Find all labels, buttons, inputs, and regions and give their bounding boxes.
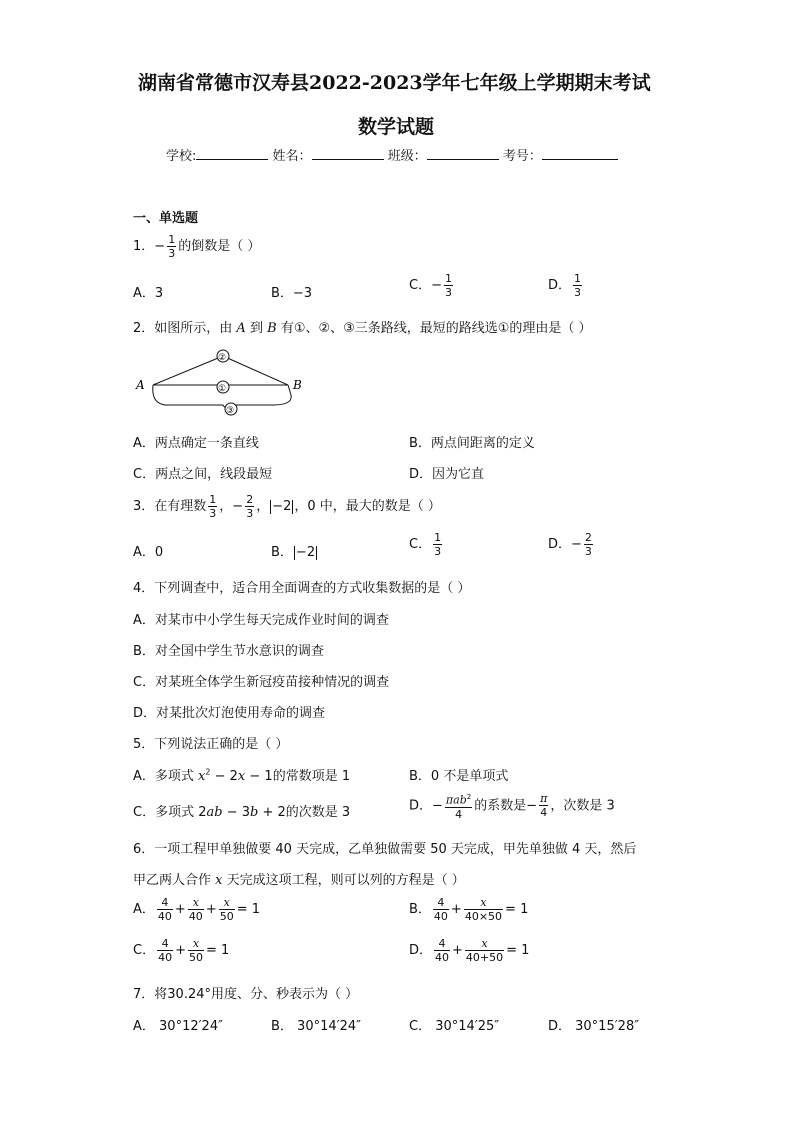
q1-option-b[interactable]: B．−3 bbox=[271, 286, 313, 301]
q3-option-a[interactable]: A．0 bbox=[133, 545, 164, 560]
q7-option-b[interactable]: B． 30°14′24″ bbox=[271, 1019, 361, 1034]
q1-option-c[interactable]: C．− $\frac{1}{3}$ bbox=[409, 272, 452, 299]
q2-option-b[interactable]: B．两点间距离的定义 bbox=[409, 436, 535, 451]
q6-option-d[interactable]: D． $\frac{4}{40}$ + $\frac{x}{40+50}$ = 1 bbox=[409, 937, 530, 964]
q1-number: 1． bbox=[133, 239, 155, 254]
q2-option-a[interactable]: A．两点确定一条直线 bbox=[133, 436, 259, 451]
question-1: 1．− $\frac{1}{3}$ 的倒数是（ ） bbox=[133, 233, 261, 260]
q5-option-a[interactable]: A．多项式 $x^2 - 2x - 1$的常数项是 1 bbox=[133, 767, 351, 784]
q2-option-d[interactable]: D．因为它直 bbox=[409, 467, 485, 482]
point-b-label: B bbox=[293, 378, 302, 392]
question-5: 5．下列说法正确的是（ ） bbox=[133, 737, 289, 752]
question-7: 7．将30.24°用度、分、秒表示为（ ） bbox=[133, 987, 359, 1002]
q3-option-c[interactable]: C． $\frac{1}{3}$ bbox=[409, 531, 442, 558]
q3-option-d[interactable]: D．− $\frac{2}{3}$ bbox=[548, 531, 592, 558]
student-info-fields bbox=[166, 145, 618, 164]
q1-option-a[interactable]: A．3 bbox=[133, 286, 164, 301]
q5-option-d[interactable]: D．− πab$^2$ 4 的系数是− $\frac{\pi}{4}$ ，次数是 3 bbox=[409, 792, 615, 821]
exam-subtitle: 数学试题 bbox=[358, 116, 435, 138]
q6-option-c[interactable]: C． $\frac{4}{40}$ + $\frac{x}{50}$ = 1 bbox=[133, 937, 230, 964]
route-diagram bbox=[133, 345, 313, 420]
exam-title: 湖南省常德市汉寿县2022-2023学年七年级上学期期末考试 bbox=[138, 72, 651, 94]
q2-option-c[interactable]: C．两点之间，线段最短 bbox=[133, 467, 273, 482]
route-2-label: ② bbox=[218, 353, 227, 363]
question-2: 2．如图所示，由 A 到 B 有①、②、③三条路线，最短的路线选①的理由是（ ） bbox=[133, 321, 592, 336]
name-label: 姓名： bbox=[272, 149, 312, 164]
q7-option-d[interactable]: D． 30°15′28″ bbox=[548, 1019, 640, 1034]
q7-option-c[interactable]: C． 30°14′25″ bbox=[409, 1019, 500, 1034]
q4-option-a[interactable]: A．对某市中小学生每天完成作业时间的调查 bbox=[133, 613, 389, 628]
school-blank[interactable] bbox=[196, 147, 268, 160]
q1-stem: 的倒数是（ ） bbox=[178, 239, 261, 254]
q5-option-b[interactable]: B．0 不是单项式 bbox=[409, 769, 509, 784]
q1-option-d[interactable]: D． $\frac{1}{3}$ bbox=[548, 272, 582, 299]
exam-number-blank[interactable] bbox=[542, 147, 618, 160]
q1-fraction: $\frac{1}{3}$ bbox=[168, 233, 176, 260]
class-blank[interactable] bbox=[427, 147, 499, 160]
route-1-label: ① bbox=[218, 384, 227, 394]
q7-option-a[interactable]: A． 30°12′24″ bbox=[133, 1019, 223, 1034]
q4-option-b[interactable]: B．对全国中学生节水意识的调查 bbox=[133, 644, 324, 659]
q3-option-b[interactable]: B． −2 bbox=[271, 545, 316, 560]
route-3-label: ③ bbox=[226, 406, 235, 416]
q6-option-b[interactable]: B． $\frac{4}{40}$ + $\frac{x}{40\times 50}$ = 1 bbox=[409, 896, 529, 923]
section-heading: 一、单选题 bbox=[133, 211, 199, 226]
name-blank[interactable] bbox=[312, 147, 384, 160]
q4-option-c[interactable]: C．对某班全体学生新冠疫苗接种情况的调查 bbox=[133, 675, 390, 690]
exam-number-label: 考号： bbox=[502, 149, 542, 164]
point-a-label: A bbox=[136, 378, 145, 392]
question-4: 4．下列调查中，适合用全面调查的方式收集数据的是（ ） bbox=[133, 581, 471, 596]
question-6-line1: 6．一项工程甲单独做要 40 天完成，乙单独做需要 50 天完成，甲先单独做 4 天，然后 bbox=[133, 842, 637, 857]
question-6-line2: 甲乙两人合作 x 天完成这项工程，则可以列的方程是（ ） bbox=[133, 873, 465, 888]
class-label: 班级： bbox=[387, 149, 427, 164]
q6-option-a[interactable]: A． $\frac{4}{40}$ + $\frac{x}{40}$ + $\frac{x}{50}$ = 1 bbox=[133, 896, 261, 923]
q5-option-c[interactable]: C．多项式 2ab − 3b + 2的次数是 3 bbox=[133, 805, 351, 820]
q4-option-d[interactable]: D．对某批次灯泡使用寿命的调查 bbox=[133, 706, 326, 721]
question-3: 3．在有理数 $\frac{1}{3}$ ，− $\frac{2}{3}$ ， −2 ，0 中，最大的数是（ ） bbox=[133, 493, 441, 520]
school-label: 学校: bbox=[166, 149, 197, 164]
